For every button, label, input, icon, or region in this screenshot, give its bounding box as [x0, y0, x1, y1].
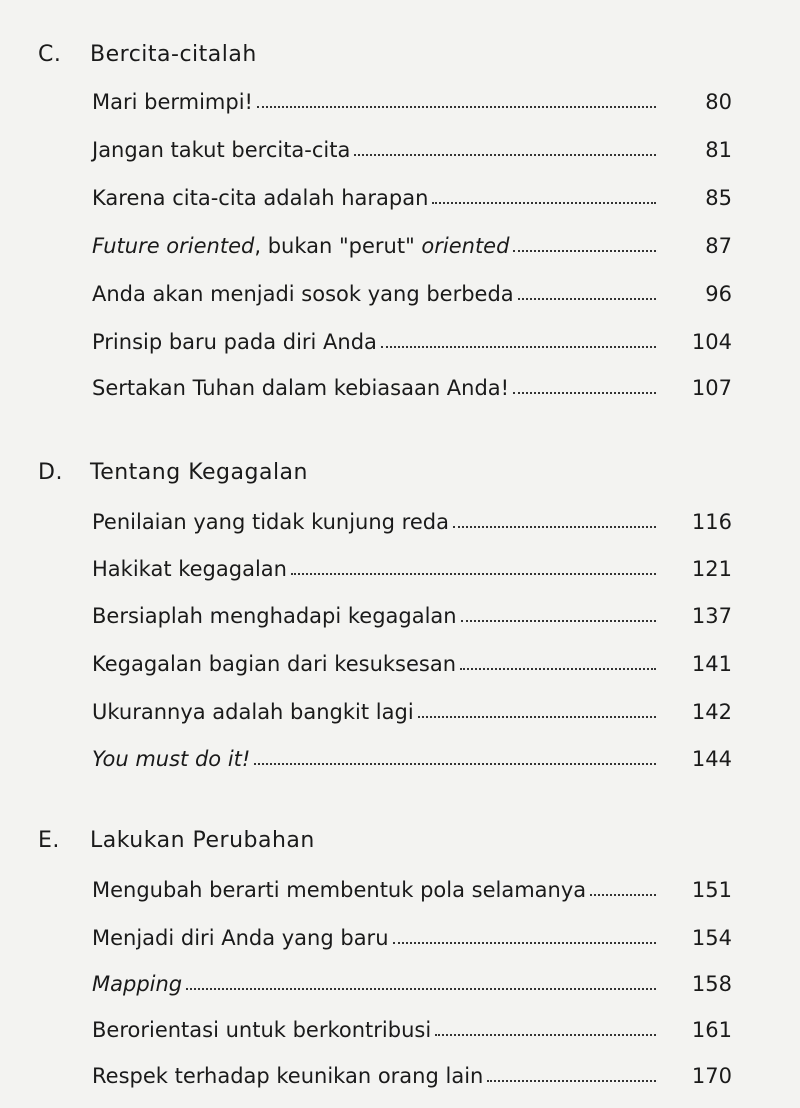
entry-title: Sertakan Tuhan dalam kebiasaan Anda!	[92, 376, 510, 400]
toc-entry[interactable]	[92, 741, 732, 771]
dot-leader	[590, 894, 656, 896]
toc-entry[interactable]	[92, 276, 732, 306]
dot-leader	[393, 942, 656, 944]
entry-page-number: 158	[691, 972, 732, 996]
section-letter: D.	[38, 460, 63, 485]
entry-page-number: 96	[705, 282, 732, 306]
toc-entry[interactable]	[92, 84, 732, 114]
dot-leader	[513, 250, 656, 252]
toc-entry[interactable]	[92, 920, 732, 950]
dot-leader	[354, 154, 656, 156]
toc-entry[interactable]	[92, 872, 732, 902]
toc-entry[interactable]	[92, 132, 732, 162]
entry-title: Penilaian yang tidak kunjung reda	[92, 510, 449, 534]
section-title: Bercita-citalah	[90, 42, 257, 67]
toc-entry[interactable]	[92, 1012, 732, 1042]
entry-title: Prinsip baru pada diri Anda	[92, 330, 377, 354]
dot-leader	[432, 202, 656, 204]
entry-page-number: 107	[691, 376, 732, 400]
entry-title: Hakikat kegagalan	[92, 557, 287, 581]
entry-page-number: 142	[691, 700, 732, 724]
dot-leader	[257, 106, 656, 108]
entry-title: Mari bermimpi!	[92, 90, 253, 114]
dot-leader	[186, 988, 656, 990]
entry-title: Anda akan menjadi sosok yang berbeda	[92, 282, 514, 306]
entry-title: Mengubah berarti membentuk pola selamanya	[92, 878, 587, 902]
toc-entry[interactable]	[92, 1058, 732, 1088]
section-heading-e	[38, 828, 315, 853]
entry-page-number: 116	[691, 510, 732, 534]
toc-entry[interactable]	[92, 551, 732, 581]
toc-entry[interactable]	[92, 694, 732, 724]
entry-title	[92, 234, 509, 258]
entry-title-italic: oriented	[421, 234, 510, 258]
section-title: Tentang Kegagalan	[90, 460, 308, 485]
dot-leader	[418, 716, 656, 718]
section-heading-c	[38, 42, 257, 67]
entry-page-number: 85	[705, 186, 732, 210]
dot-leader	[518, 298, 656, 300]
entry-title: Bersiaplah menghadapi kegagalan	[92, 604, 457, 628]
entry-page-number: 151	[691, 878, 732, 902]
toc-entry[interactable]	[92, 180, 732, 210]
entry-title: You must do it!	[92, 747, 251, 771]
dot-leader	[453, 526, 656, 528]
entry-title: Berorientasi untuk berkontribusi	[92, 1018, 432, 1042]
entry-page-number: 154	[691, 926, 732, 950]
section-title: Lakukan Perubahan	[90, 828, 315, 853]
entry-title: Menjadi diri Anda yang baru	[92, 926, 389, 950]
entry-title-text: , bukan "perut"	[254, 234, 422, 258]
entry-title: Karena cita-cita adalah harapan	[92, 186, 429, 210]
entry-page-number: 81	[705, 138, 732, 162]
dot-leader	[254, 763, 656, 765]
toc-entry[interactable]	[92, 598, 732, 628]
entry-title: Kegagalan bagian dari kesuksesan	[92, 652, 457, 676]
entry-page-number: 170	[691, 1064, 732, 1088]
toc-entry[interactable]	[92, 370, 732, 400]
toc-entry[interactable]	[92, 228, 732, 258]
dot-leader	[381, 346, 656, 348]
entry-page-number: 141	[691, 652, 732, 676]
toc-entry[interactable]	[92, 966, 732, 996]
entry-title-italic: Future oriented	[92, 234, 255, 258]
entry-page-number: 161	[691, 1018, 732, 1042]
toc-entry[interactable]	[92, 646, 732, 676]
entry-page-number: 144	[691, 747, 732, 771]
dot-leader	[461, 620, 656, 622]
dot-leader	[460, 668, 656, 670]
entry-page-number: 121	[691, 557, 732, 581]
entry-title: Jangan takut bercita-cita	[92, 138, 351, 162]
section-letter: E.	[38, 828, 60, 853]
entry-title: Respek terhadap keunikan orang lain	[92, 1064, 484, 1088]
section-heading-d	[38, 460, 308, 485]
entry-title: Ukurannya adalah bangkit lagi	[92, 700, 414, 724]
dot-leader	[487, 1080, 656, 1082]
entry-title: Mapping	[92, 972, 183, 996]
dot-leader	[435, 1034, 656, 1036]
entry-page-number: 137	[691, 604, 732, 628]
section-letter: C.	[38, 42, 62, 67]
entry-page-number: 104	[691, 330, 732, 354]
toc-entry[interactable]	[92, 324, 732, 354]
entry-page-number: 80	[705, 90, 732, 114]
dot-leader	[291, 573, 656, 575]
dot-leader	[513, 392, 656, 394]
entry-page-number: 87	[705, 234, 732, 258]
toc-entry[interactable]	[92, 504, 732, 534]
